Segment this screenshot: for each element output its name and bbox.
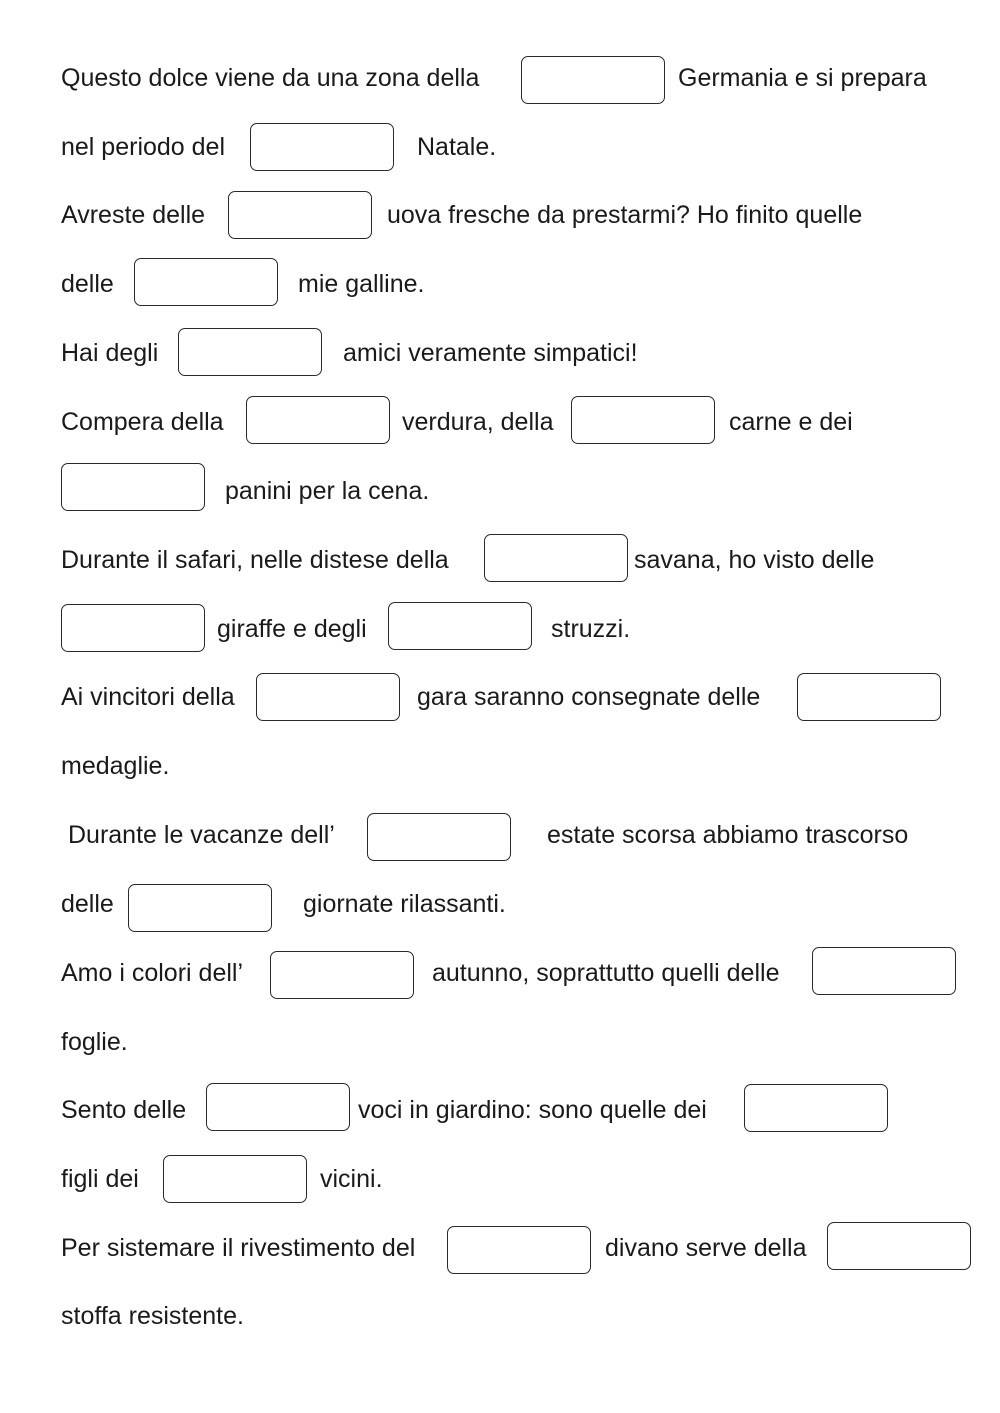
sentence-text: delle (61, 890, 114, 918)
sentence-text: Questo dolce viene da una zona della (61, 64, 480, 92)
sentence-text: vicini. (320, 1165, 383, 1193)
sentence-text: amici veramente simpatici! (343, 339, 638, 367)
sentence-text: autunno, soprattutto quelli delle (432, 959, 780, 987)
sentence-text: struzzi. (551, 615, 631, 643)
sentence-text: savana, ho visto delle (634, 546, 875, 574)
sentence-text: foglie. (61, 1028, 128, 1056)
answer-blank-20[interactable] (163, 1155, 307, 1203)
answer-blank-19[interactable] (744, 1084, 888, 1132)
sentence-text: delle (61, 270, 114, 298)
sentence-text: Durante il safari, nelle distese della (61, 546, 449, 574)
sentence-text: Durante le vacanze dell’ (68, 821, 335, 849)
sentence-text: verdura, della (402, 408, 554, 436)
sentence-text: gara saranno consegnate delle (417, 683, 761, 711)
sentence-text: Sento delle (61, 1096, 187, 1124)
sentence-text: giraffe e degli (217, 615, 367, 643)
answer-blank-1[interactable] (521, 56, 665, 104)
answer-blank-15[interactable] (128, 884, 272, 932)
sentence-text: voci in giardino: sono quelle dei (358, 1096, 707, 1124)
answer-blank-22[interactable] (827, 1222, 971, 1270)
answer-blank-9[interactable] (484, 534, 628, 582)
sentence-text: Per sistemare il rivestimento del (61, 1234, 416, 1262)
sentence-text: Avreste delle (61, 201, 206, 229)
sentence-text: giornate rilassanti. (303, 890, 506, 918)
answer-blank-4[interactable] (134, 258, 278, 306)
answer-blank-18[interactable] (206, 1083, 350, 1131)
answer-blank-2[interactable] (250, 123, 394, 171)
answer-blank-3[interactable] (228, 191, 372, 239)
answer-blank-12[interactable] (256, 673, 400, 721)
sentence-text: uova fresche da prestarmi? Ho finito quelle (387, 201, 863, 229)
sentence-text: Germania e si prepara (678, 64, 927, 92)
sentence-text: Hai degli (61, 339, 159, 367)
sentence-text: Amo i colori dell’ (61, 959, 244, 987)
answer-blank-13[interactable] (797, 673, 941, 721)
answer-blank-8[interactable] (61, 463, 205, 511)
sentence-text: estate scorsa abbiamo trascorso (547, 821, 909, 849)
answer-blank-10[interactable] (61, 604, 205, 652)
answer-blank-6[interactable] (246, 396, 390, 444)
sentence-text: divano serve della (605, 1234, 807, 1262)
sentence-text: stoffa resistente. (61, 1302, 244, 1330)
answer-blank-17[interactable] (812, 947, 956, 995)
answer-blank-16[interactable] (270, 951, 414, 999)
sentence-text: Ai vincitori della (61, 683, 235, 711)
sentence-text: Compera della (61, 408, 224, 436)
sentence-text: mie galline. (298, 270, 425, 298)
answer-blank-7[interactable] (571, 396, 715, 444)
sentence-text: panini per la cena. (225, 477, 430, 505)
sentence-text: nel periodo del (61, 133, 226, 161)
sentence-text: medaglie. (61, 752, 170, 780)
sentence-text: carne e dei (729, 408, 853, 436)
answer-blank-21[interactable] (447, 1226, 591, 1274)
answer-blank-14[interactable] (367, 813, 511, 861)
answer-blank-11[interactable] (388, 602, 532, 650)
sentence-text: figli dei (61, 1165, 139, 1193)
answer-blank-5[interactable] (178, 328, 322, 376)
sentence-text: Natale. (417, 133, 497, 161)
